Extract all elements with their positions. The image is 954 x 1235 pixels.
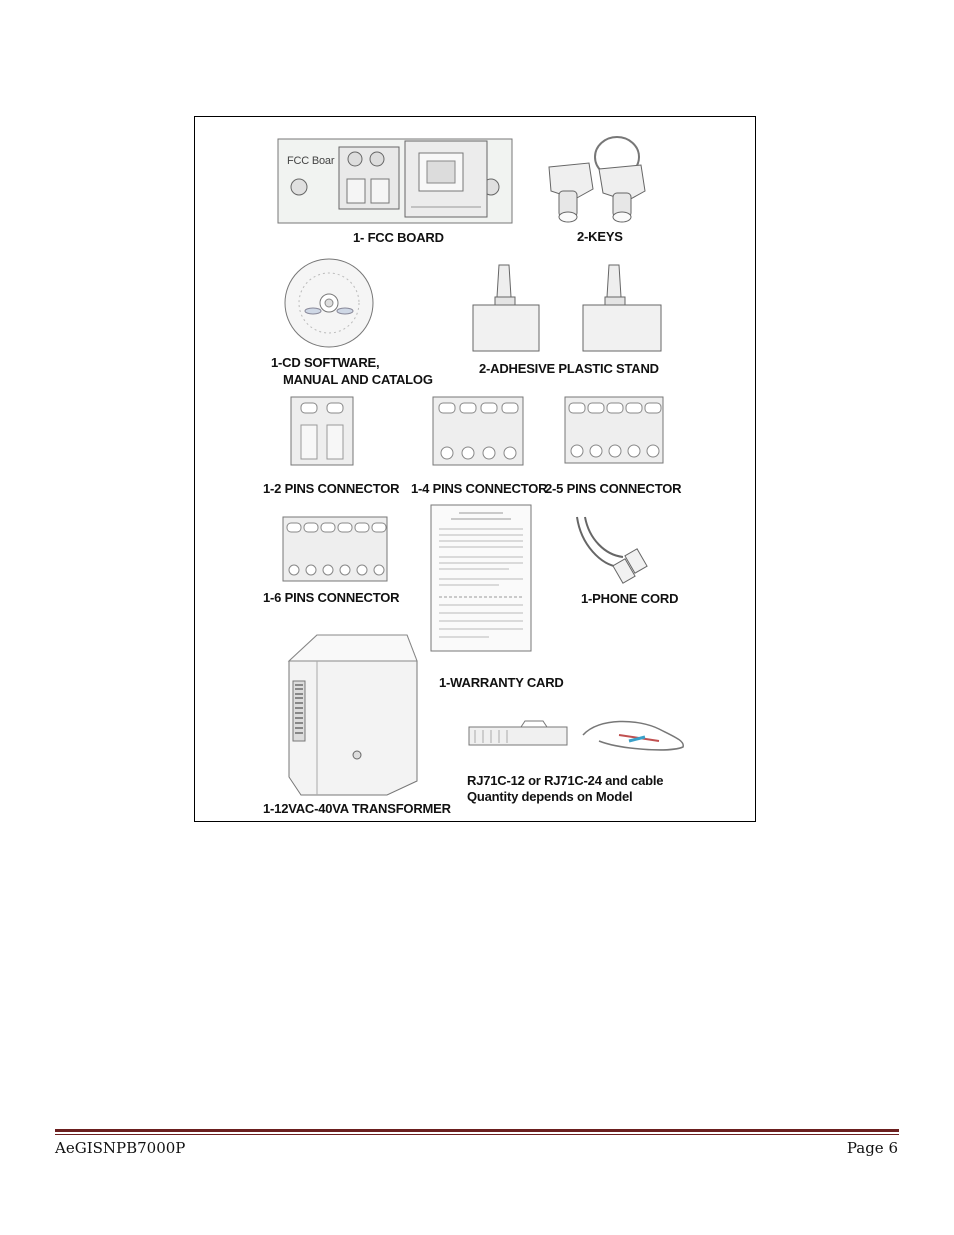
- rj71c-block-image: [467, 719, 571, 749]
- rj71c-label-line2: Quantity depends on Model: [467, 789, 633, 804]
- two-pin-connector-label: 1-2 PINS CONNECTOR: [263, 481, 400, 496]
- footer-rule-thick: [55, 1129, 899, 1132]
- six-pin-connector-image: [281, 515, 389, 585]
- six-pin-connector-label: 1-6 PINS CONNECTOR: [263, 590, 400, 605]
- warranty-card-label: 1-WARRANTY CARD: [439, 675, 564, 690]
- package-contents-figure: [194, 116, 756, 822]
- rj71c-label-line1: RJ71C-12 or RJ71C-24 and cable: [467, 773, 664, 788]
- keys-image: [541, 129, 653, 229]
- footer-rule-thin: [55, 1134, 899, 1135]
- adhesive-stand-image: [471, 261, 671, 357]
- footer-page-number: Page 6: [846, 1139, 898, 1157]
- transformer-label: 1-12VAC-40VA TRANSFORMER: [263, 801, 451, 816]
- rj71c-cable-image: [579, 715, 689, 755]
- footer-document-id: AeGISNPB7000P: [55, 1139, 186, 1157]
- keys-label: 2-KEYS: [577, 229, 623, 244]
- fcc-board-silk-text: FCC Boar: [287, 155, 335, 167]
- transformer-image: [283, 631, 425, 797]
- phone-cord-label: 1-PHONE CORD: [581, 591, 679, 606]
- phone-cord-image: [571, 515, 659, 589]
- cd-image: [283, 257, 379, 353]
- four-pin-connector-label: 1-4 PINS CONNECTOR: [411, 481, 548, 496]
- five-pin-connector-image: [563, 395, 667, 469]
- fcc-board-image: [277, 137, 515, 227]
- five-pin-connector-label: 2-5 PINS CONNECTOR: [545, 481, 682, 496]
- four-pin-connector-image: [431, 395, 527, 469]
- fcc-board-label: 1- FCC BOARD: [353, 230, 444, 245]
- cd-label-line1: 1-CD SOFTWARE,: [271, 355, 380, 370]
- warranty-card-image: [429, 503, 533, 653]
- two-pin-connector-image: [289, 395, 359, 469]
- adhesive-stand-label: 2-ADHESIVE PLASTIC STAND: [479, 361, 659, 376]
- cd-label-line2: MANUAL AND CATALOG: [283, 372, 433, 387]
